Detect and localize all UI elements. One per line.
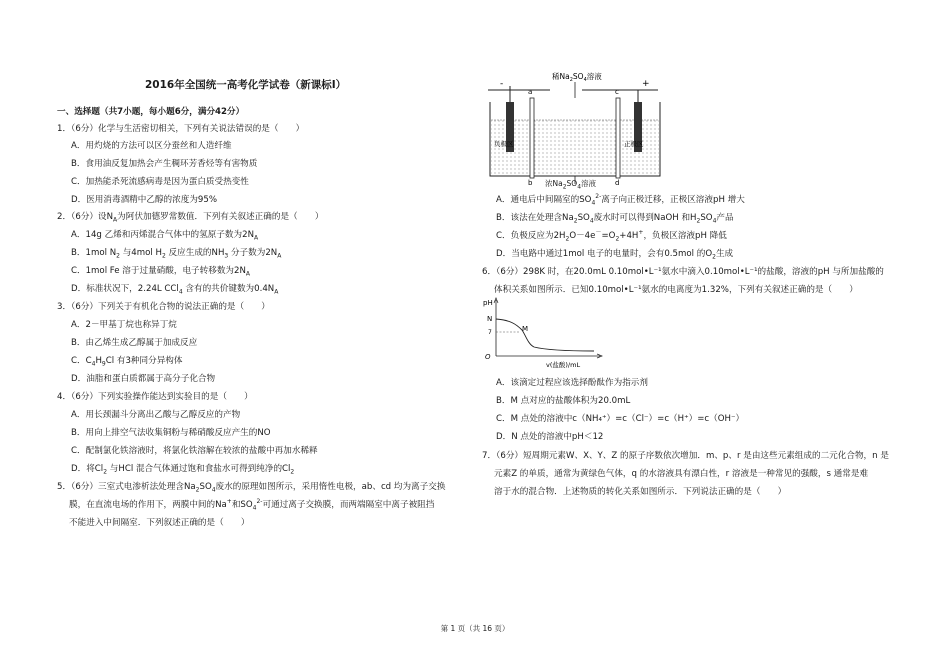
- point-n-label: N: [487, 315, 493, 323]
- ph-seven-label: 7: [488, 329, 492, 336]
- q2-stem: 2．（6分）设$N_A$为阿伏加德罗常数值．下列有关叙述正确的是（ ）: [57, 212, 324, 224]
- q5-option-d: D．当电路中通过1mol 电子的电量时，会有0.5mol 的$O_2$生成: [496, 249, 734, 261]
- q5-option-b: B．该法在处理含$Na_2SO_4$废水时可以得到NaOH 和$H_2SO_4$产品: [496, 213, 734, 225]
- membrane-label-b: b: [528, 179, 533, 186]
- membrane-label-d: d: [615, 179, 620, 186]
- q3-option-c: C．$C_4H_9Cl$ 有3种同分异构体: [71, 356, 183, 368]
- q2-option-c: C．1mol Fe 溶于过量硝酸，电子转移数为$2N_A$: [71, 266, 251, 278]
- q6-option-c: C．M 点处的溶液中c（NH₄⁺）=c（Cl⁻）=c（H⁺）=c（OH⁻）: [496, 414, 745, 424]
- titration-curve: [496, 319, 594, 351]
- q4-option-c: C．配制氯化铁溶液时，将氯化铁溶解在较浓的盐酸中再加水稀释: [71, 446, 318, 456]
- q2-option-b: B．1mol $N_2$ 与4mol $H_2$ 反应生成的$NH_3$ 分子数为$2N_A$: [71, 248, 282, 260]
- q6-stem-line2: 体积关系如图所示．已知0.10mol•L⁻¹氨水的电离度为1.32%，下列有关叙述正确的是（ ）: [494, 285, 858, 295]
- page-title: 2016年全国统一高考化学试卷（新课标Ⅰ）: [145, 79, 347, 91]
- q1-option-b: B．食用油反复加热会产生稠环芳香烃等有害物质: [71, 159, 258, 169]
- minus-sign: -: [500, 79, 504, 89]
- q4-option-d: D．将$Cl_2$ 与HCl 混合气体通过饱和食盐水可得到纯净的$Cl_2$: [71, 464, 295, 476]
- origin-label: O: [485, 353, 491, 361]
- membrane-ab: [530, 98, 534, 178]
- q5-option-c: C．负极反应为$2H_2O-4e^-=O_2+4H^+$，负极区溶液pH 降低: [496, 229, 727, 243]
- q6-option-a: A．该滴定过程应该选择酚酞作为指示剂: [496, 378, 648, 388]
- q4-stem: 4．（6分）下列实验操作能达到实验目的是（ ）: [57, 392, 253, 402]
- q5-stem-line2: 膜，在直流电场的作用下，两膜中间的Na+和$SO_4^{2-}$可通过离子交换膜，而两端隔室中离子被阻挡: [69, 498, 435, 512]
- q3-option-d: D．油脂和蛋白质都属于高分子化合物: [71, 374, 216, 384]
- q5-stem-line1: 5．（6分）三室式电渗析法处理含$Na_2SO_4$废水的原理如图所示，采用惰性电极，ab、cd 均为离子交换: [57, 482, 446, 494]
- membrane-label-a: a: [528, 88, 533, 96]
- section-header: 一、选择题（共7小题，每小题6分，满分42分）: [57, 107, 245, 117]
- titration-curve-graph: [482, 294, 607, 370]
- positive-region-label: 正极区: [624, 140, 644, 148]
- q5-option-a: A．通电后中间隔室的$SO_4^{2-}$离子向正极迁移，正极区溶液pH 增大: [496, 193, 745, 207]
- q6-stem-line1: 6．（6分）298K 时，在20.0mL 0.10mol•L⁻¹氨水中滴入0.10mol•L⁻¹的盐酸，溶液的pH 与所加盐酸的: [482, 267, 884, 277]
- q7-stem-line2: 元素Z 的单质，通常为黄绿色气体，q 的水溶液具有漂白性，r 溶液是一种常见的强酸，s 通常是难: [494, 469, 869, 479]
- q3-option-a: A．2－甲基丁烷也称异丁烷: [71, 320, 177, 330]
- q7-stem-line1: 7．（6分）短周期元素W、X、Y、Z 的原子序数依次增加．m、p、r 是由这些元素组成的二元化合物，n 是: [482, 451, 889, 461]
- q6-option-d: D．N 点处的溶液中pH＜12: [496, 432, 604, 442]
- q3-option-b: B．由乙烯生成乙醇属于加成反应: [71, 338, 198, 348]
- q4-option-b: B．用向上排空气法收集铜粉与稀硝酸反应产生的NO: [71, 428, 271, 438]
- q6-option-b: B．M 点对应的盐酸体积为20.0mL: [496, 396, 631, 406]
- negative-region-label: 负极区: [494, 140, 514, 148]
- point-m-label: M: [522, 325, 529, 333]
- page-footer: 第 1 页（共 16 页）: [440, 624, 510, 633]
- membrane-label-c: c: [615, 88, 619, 96]
- x-axis-label: v(盐酸)/mL: [546, 361, 581, 369]
- q7-stem-line3: 溶于水的混合物．上述物质的转化关系如图所示．下列说法正确的是（ ）: [494, 487, 787, 497]
- q3-stem: 3．（6分）下列关于有机化合物的说法正确的是（ ）: [57, 302, 270, 312]
- membrane-cd: [616, 98, 620, 178]
- q1-option-a: A．用灼烧的方法可以区分蚕丝和人造纤维: [71, 141, 232, 151]
- q2-option-d: D．标准状况下，2.24L CCl$_4$ 含有的共价键数为$0.4N_A$: [71, 284, 279, 296]
- y-axis-label: pH: [483, 299, 493, 307]
- q5-stem-line3: 不能进入中间隔室．下列叙述正确的是（ ）: [69, 518, 250, 528]
- q1-stem: 1．（6分）化学与生活密切相关，下列有关说法错误的是（ ）: [57, 124, 305, 134]
- plus-sign: +: [642, 79, 650, 89]
- q2-option-a: A．14g 乙烯和丙烯混合气体中的氢原子数为$2N_A$: [71, 230, 259, 242]
- bottom-solution-label: 浓$Na_2SO_4$溶液: [545, 179, 597, 191]
- electrodialysis-cell-diagram: [482, 68, 667, 186]
- q4-option-a: A．用长颈漏斗分离出乙酸与乙醇反应的产物: [71, 410, 241, 420]
- q1-option-c: C．加热能杀死流感病毒是因为蛋白质受热变性: [71, 177, 249, 187]
- top-solution-label: 稀$Na_2SO_4$溶液: [552, 72, 602, 83]
- q1-option-d: D．医用消毒酒精中乙醇的浓度为95%: [71, 195, 218, 205]
